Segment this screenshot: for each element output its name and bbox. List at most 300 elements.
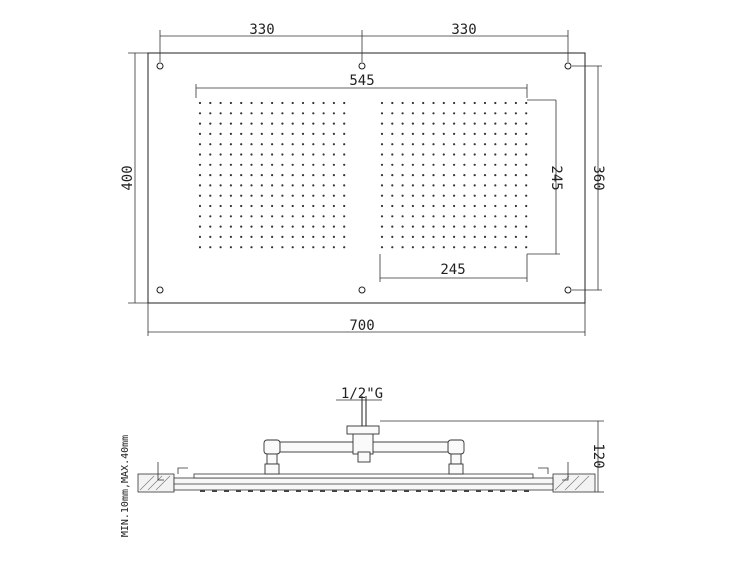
nozzle-dot bbox=[505, 236, 507, 238]
nozzle-dot bbox=[220, 195, 222, 197]
nozzle-dot bbox=[343, 236, 345, 238]
nozzle-dot bbox=[220, 112, 222, 114]
nozzle-dot bbox=[240, 153, 242, 155]
nozzle-dot bbox=[402, 236, 404, 238]
nozzle-dot bbox=[292, 133, 294, 135]
nozzle-dot bbox=[463, 246, 465, 248]
nozzle-dot bbox=[199, 164, 201, 166]
nozzle-dot bbox=[333, 112, 335, 114]
nozzle-dot bbox=[391, 143, 393, 145]
nozzle-dot bbox=[271, 174, 273, 176]
nozzle-dot bbox=[412, 164, 414, 166]
nozzle-dot bbox=[271, 153, 273, 155]
nozzle-dot bbox=[302, 102, 304, 104]
nozzle-dot bbox=[463, 184, 465, 186]
nozzle-dot bbox=[391, 246, 393, 248]
nozzle-dot bbox=[453, 164, 455, 166]
side-nozzle bbox=[284, 490, 289, 492]
side-nozzle bbox=[224, 490, 229, 492]
nozzle-dot bbox=[220, 133, 222, 135]
nozzle-dot bbox=[271, 195, 273, 197]
nozzle-dot bbox=[209, 246, 211, 248]
nozzle-dot bbox=[525, 184, 527, 186]
nozzle-dot bbox=[422, 133, 424, 135]
nozzle-dot bbox=[281, 236, 283, 238]
nozzle-dot bbox=[271, 164, 273, 166]
side-view bbox=[120, 386, 606, 537]
nozzle-dot bbox=[292, 195, 294, 197]
nozzle-dot bbox=[422, 205, 424, 207]
nozzle-dot bbox=[484, 123, 486, 125]
nozzle-dot bbox=[463, 215, 465, 217]
nozzle-dot bbox=[209, 205, 211, 207]
nozzle-dot bbox=[333, 143, 335, 145]
side-nozzle bbox=[452, 490, 457, 492]
nozzle-dot bbox=[240, 133, 242, 135]
nozzle-dot bbox=[463, 123, 465, 125]
nozzle-dot bbox=[453, 205, 455, 207]
nozzle-dot bbox=[209, 112, 211, 114]
nozzle-dot bbox=[463, 143, 465, 145]
nozzle-dot bbox=[484, 246, 486, 248]
nozzle-dot bbox=[463, 205, 465, 207]
nozzle-dot bbox=[261, 246, 263, 248]
nozzle-dot bbox=[432, 205, 434, 207]
nozzle-dot bbox=[199, 123, 201, 125]
nozzle-dot bbox=[484, 174, 486, 176]
nozzle-dot bbox=[381, 112, 383, 114]
nozzle-dot bbox=[515, 133, 517, 135]
nozzle-dot bbox=[494, 226, 496, 228]
nozzle-dot bbox=[250, 123, 252, 125]
dim-label-height-left: 400 bbox=[120, 165, 136, 191]
side-nozzle bbox=[440, 490, 445, 492]
nozzle-dot bbox=[453, 184, 455, 186]
nozzle-dot bbox=[302, 143, 304, 145]
nozzle-dot bbox=[323, 133, 325, 135]
nozzle-dot bbox=[240, 195, 242, 197]
nozzle-dot bbox=[261, 195, 263, 197]
dimension-inner-width bbox=[196, 73, 556, 100]
nozzle-dot bbox=[230, 123, 232, 125]
nozzle-dot bbox=[220, 226, 222, 228]
nozzle-dot bbox=[343, 195, 345, 197]
nozzle-dot bbox=[323, 205, 325, 207]
nozzle-dot bbox=[422, 195, 424, 197]
side-nozzle bbox=[320, 490, 325, 492]
side-nozzle bbox=[380, 490, 385, 492]
nozzle-dot bbox=[474, 215, 476, 217]
nozzle-dot bbox=[323, 164, 325, 166]
nozzle-dot bbox=[484, 195, 486, 197]
side-nozzle bbox=[200, 490, 205, 492]
nozzle-dot bbox=[302, 195, 304, 197]
nozzle-dot bbox=[333, 153, 335, 155]
nozzle-dot bbox=[220, 123, 222, 125]
nozzle-dot bbox=[343, 205, 345, 207]
nozzle-dot bbox=[292, 174, 294, 176]
nozzle-dot bbox=[343, 174, 345, 176]
nozzle-dot bbox=[312, 153, 314, 155]
nozzle-dot bbox=[494, 143, 496, 145]
mounting-hole bbox=[359, 287, 365, 293]
nozzle-dot bbox=[474, 246, 476, 248]
nozzle-dot bbox=[333, 184, 335, 186]
nozzle-dot bbox=[199, 184, 201, 186]
nozzle-dot bbox=[443, 246, 445, 248]
nozzle-dot bbox=[250, 195, 252, 197]
nozzle-dot bbox=[240, 236, 242, 238]
nozzle-dot bbox=[333, 226, 335, 228]
nozzle-dot bbox=[220, 102, 222, 104]
nozzle-dot bbox=[261, 236, 263, 238]
nozzle-dot bbox=[391, 112, 393, 114]
nozzle-dot bbox=[525, 153, 527, 155]
nozzle-dot bbox=[302, 164, 304, 166]
nozzle-dot bbox=[391, 205, 393, 207]
nozzle-dot bbox=[412, 226, 414, 228]
nozzle-dot bbox=[250, 184, 252, 186]
nozzle-dot bbox=[463, 174, 465, 176]
nozzle-dot bbox=[199, 143, 201, 145]
dim-label-panel-width: 245 bbox=[440, 262, 466, 278]
nozzle-dot bbox=[250, 205, 252, 207]
nozzle-dot bbox=[443, 236, 445, 238]
nozzle-dot bbox=[505, 226, 507, 228]
nozzle-dot bbox=[333, 215, 335, 217]
nozzle-dot bbox=[391, 195, 393, 197]
mounting-hole bbox=[157, 287, 163, 293]
nozzle-dot bbox=[463, 236, 465, 238]
nozzle-dot bbox=[209, 174, 211, 176]
nozzle-dot bbox=[443, 184, 445, 186]
nozzle-dot bbox=[230, 184, 232, 186]
nozzle-dot bbox=[230, 153, 232, 155]
nozzle-dot bbox=[261, 102, 263, 104]
nozzle-dot bbox=[209, 226, 211, 228]
nozzle-dot bbox=[391, 133, 393, 135]
nozzle-dot bbox=[199, 102, 201, 104]
nozzle-dot bbox=[281, 164, 283, 166]
nozzle-dot bbox=[220, 174, 222, 176]
nozzle-dot bbox=[402, 164, 404, 166]
ceiling-left bbox=[138, 474, 174, 492]
nozzle-dot bbox=[515, 143, 517, 145]
nozzle-dot bbox=[453, 123, 455, 125]
nozzle-dot bbox=[515, 205, 517, 207]
nozzle-dot bbox=[525, 246, 527, 248]
dimension-height-right bbox=[572, 66, 606, 290]
dimension-height-left bbox=[120, 53, 148, 303]
mounting-hole bbox=[359, 63, 365, 69]
nozzle-dot bbox=[432, 143, 434, 145]
nozzle-dot bbox=[271, 123, 273, 125]
nozzle-dot bbox=[381, 205, 383, 207]
nozzle-dot bbox=[412, 112, 414, 114]
nozzle-dot bbox=[484, 236, 486, 238]
nozzle-dot bbox=[402, 226, 404, 228]
nozzle-dot bbox=[230, 102, 232, 104]
nozzle-dot bbox=[381, 215, 383, 217]
nozzle-dot bbox=[292, 246, 294, 248]
nozzle-dot bbox=[443, 215, 445, 217]
nozzle-dot bbox=[292, 205, 294, 207]
nozzle-dot bbox=[412, 195, 414, 197]
nozzle-dot bbox=[302, 205, 304, 207]
side-nozzle bbox=[428, 490, 433, 492]
nozzle-dot bbox=[281, 215, 283, 217]
nozzle-dot bbox=[281, 123, 283, 125]
nozzle-dot bbox=[250, 215, 252, 217]
nozzle-dot bbox=[292, 123, 294, 125]
nozzle-dot bbox=[250, 153, 252, 155]
dim-label-total-width: 700 bbox=[349, 318, 375, 334]
nozzle-dot bbox=[250, 164, 252, 166]
side-nozzle bbox=[332, 490, 337, 492]
nozzle-dot bbox=[209, 164, 211, 166]
nozzle-dot bbox=[474, 184, 476, 186]
side-nozzle bbox=[368, 490, 373, 492]
nozzle-dot bbox=[525, 215, 527, 217]
nozzle-dot bbox=[474, 174, 476, 176]
nozzle-dot bbox=[240, 143, 242, 145]
nozzle-dot bbox=[484, 215, 486, 217]
nozzle-dot bbox=[463, 133, 465, 135]
nozzle-dot bbox=[240, 102, 242, 104]
nozzle-dot bbox=[240, 226, 242, 228]
nozzle-dot bbox=[484, 184, 486, 186]
nozzle-dot bbox=[494, 205, 496, 207]
side-nozzle bbox=[500, 490, 505, 492]
nozzle-dot bbox=[515, 226, 517, 228]
nozzle-dot bbox=[494, 164, 496, 166]
nozzle-dot bbox=[432, 153, 434, 155]
nozzle-dot bbox=[323, 236, 325, 238]
nozzle-dot bbox=[474, 112, 476, 114]
nozzle-dot bbox=[230, 226, 232, 228]
nozzle-dot bbox=[422, 226, 424, 228]
nozzle-dot bbox=[250, 112, 252, 114]
nozzle-dot bbox=[391, 102, 393, 104]
nozzle-dot bbox=[302, 123, 304, 125]
nozzle-dot bbox=[220, 205, 222, 207]
dimension-top bbox=[160, 22, 568, 62]
nozzle-dot bbox=[443, 153, 445, 155]
nozzle-dot bbox=[312, 123, 314, 125]
nozzle-dot bbox=[230, 143, 232, 145]
nozzle-dot bbox=[220, 246, 222, 248]
nozzle-dot bbox=[240, 215, 242, 217]
nozzle-dot bbox=[443, 112, 445, 114]
dim-label-top-right: 330 bbox=[451, 22, 477, 38]
nozzle-dot bbox=[271, 236, 273, 238]
nozzle-dot bbox=[333, 174, 335, 176]
nozzle-dot bbox=[271, 143, 273, 145]
nozzle-dot bbox=[381, 123, 383, 125]
nozzle-dot bbox=[230, 112, 232, 114]
nozzle-dot bbox=[505, 205, 507, 207]
nozzle-dot bbox=[505, 102, 507, 104]
nozzle-dot bbox=[402, 123, 404, 125]
nozzle-dot bbox=[209, 153, 211, 155]
nozzle-dot bbox=[432, 133, 434, 135]
nozzle-dot bbox=[230, 164, 232, 166]
nozzle-dot bbox=[402, 153, 404, 155]
nozzle-dot bbox=[412, 123, 414, 125]
nozzle-dot bbox=[250, 246, 252, 248]
nozzle-dot bbox=[343, 184, 345, 186]
dim-label-height-right: 360 bbox=[590, 165, 606, 191]
nozzle-dot bbox=[443, 102, 445, 104]
nozzle-dot bbox=[292, 112, 294, 114]
nozzle-dot bbox=[474, 153, 476, 155]
side-nozzle bbox=[296, 490, 301, 492]
nozzle-dot bbox=[292, 184, 294, 186]
nozzle-dot bbox=[240, 164, 242, 166]
nozzle-dot bbox=[484, 143, 486, 145]
nozzle-dot bbox=[209, 215, 211, 217]
nozzle-dot bbox=[292, 153, 294, 155]
nozzle-dot bbox=[443, 195, 445, 197]
nozzle-dot bbox=[261, 153, 263, 155]
nozzle-dot bbox=[312, 236, 314, 238]
nozzle-dot bbox=[525, 143, 527, 145]
nozzle-dot bbox=[494, 215, 496, 217]
nozzle-dot bbox=[391, 236, 393, 238]
nozzle-dot bbox=[484, 133, 486, 135]
nozzle-dot bbox=[422, 184, 424, 186]
nozzle-dot bbox=[220, 215, 222, 217]
nozzle-dot bbox=[381, 195, 383, 197]
nozzle-dot bbox=[515, 246, 517, 248]
nozzle-dot bbox=[515, 195, 517, 197]
nozzle-dot bbox=[505, 174, 507, 176]
side-nozzle bbox=[308, 490, 313, 492]
nozzle-dot bbox=[209, 102, 211, 104]
nozzle-dot bbox=[494, 174, 496, 176]
nozzle-dot bbox=[412, 143, 414, 145]
nozzle-dot bbox=[525, 174, 527, 176]
mounting-hole bbox=[157, 63, 163, 69]
nozzle-dot bbox=[312, 184, 314, 186]
nozzle-dot bbox=[281, 246, 283, 248]
nozzle-dot bbox=[463, 153, 465, 155]
nozzle-dot bbox=[432, 226, 434, 228]
nozzle-dot bbox=[261, 112, 263, 114]
nozzle-dot bbox=[453, 246, 455, 248]
nozzle-dot bbox=[281, 143, 283, 145]
nozzle-dot bbox=[402, 102, 404, 104]
shower-head-frame bbox=[194, 474, 533, 478]
nozzle-dot bbox=[281, 102, 283, 104]
dim-label-panel-height: 245 bbox=[548, 165, 564, 191]
nozzle-dot bbox=[432, 215, 434, 217]
nozzle-dot bbox=[484, 164, 486, 166]
nozzle-dot bbox=[463, 164, 465, 166]
side-nozzle bbox=[464, 490, 469, 492]
nozzle-dot bbox=[443, 174, 445, 176]
side-nozzle bbox=[248, 490, 253, 492]
nozzle-dot bbox=[281, 184, 283, 186]
nozzle-dot bbox=[474, 164, 476, 166]
nozzle-dot bbox=[220, 153, 222, 155]
nozzle-dot bbox=[412, 133, 414, 135]
nozzle-dot bbox=[505, 133, 507, 135]
nozzle-dot bbox=[240, 112, 242, 114]
dim-label-inner-width: 545 bbox=[349, 73, 375, 89]
nozzle-dot bbox=[494, 102, 496, 104]
nozzle-dot bbox=[432, 174, 434, 176]
nozzle-dot bbox=[391, 174, 393, 176]
nozzle-dot bbox=[199, 174, 201, 176]
nozzle-dot bbox=[402, 143, 404, 145]
nozzle-dot bbox=[422, 153, 424, 155]
side-nozzle bbox=[512, 490, 517, 492]
nozzle-panel-right bbox=[381, 102, 527, 248]
nozzle-dot bbox=[412, 102, 414, 104]
nozzle-dot bbox=[412, 174, 414, 176]
nozzle-dot bbox=[343, 143, 345, 145]
nozzle-dot bbox=[271, 133, 273, 135]
side-nozzle bbox=[212, 490, 217, 492]
nozzle-dot bbox=[515, 184, 517, 186]
nozzle-dot bbox=[432, 195, 434, 197]
nozzle-dot bbox=[271, 205, 273, 207]
nozzle-dot bbox=[230, 246, 232, 248]
nozzle-dot bbox=[422, 164, 424, 166]
nozzle-dot bbox=[199, 236, 201, 238]
nozzle-dot bbox=[412, 153, 414, 155]
side-nozzle bbox=[404, 490, 409, 492]
nozzle-dot bbox=[250, 174, 252, 176]
dimension-panel-height bbox=[527, 100, 564, 254]
nozzle-dot bbox=[422, 246, 424, 248]
nozzle-dot bbox=[422, 112, 424, 114]
nozzle-dot bbox=[230, 205, 232, 207]
nozzle-dot bbox=[220, 143, 222, 145]
nozzle-dot bbox=[381, 226, 383, 228]
nozzle-dot bbox=[281, 174, 283, 176]
nozzle-dot bbox=[505, 123, 507, 125]
nozzle-dot bbox=[302, 174, 304, 176]
nozzle-dot bbox=[402, 205, 404, 207]
nozzle-dot bbox=[199, 195, 201, 197]
nozzle-dot bbox=[505, 112, 507, 114]
nozzle-dot bbox=[391, 123, 393, 125]
nozzle-dot bbox=[381, 153, 383, 155]
nozzle-dot bbox=[199, 153, 201, 155]
nozzle-dot bbox=[412, 205, 414, 207]
nozzle-dot bbox=[505, 164, 507, 166]
nozzle-dot bbox=[453, 236, 455, 238]
nozzle-dot bbox=[199, 215, 201, 217]
nozzle-dot bbox=[505, 143, 507, 145]
nozzle-dot bbox=[432, 164, 434, 166]
nozzle-dot bbox=[343, 123, 345, 125]
nozzle-dot bbox=[333, 205, 335, 207]
nozzle-dot bbox=[402, 246, 404, 248]
nozzle-dot bbox=[463, 195, 465, 197]
nozzle-dot bbox=[525, 195, 527, 197]
nozzle-dot bbox=[402, 133, 404, 135]
nozzle-dot bbox=[312, 112, 314, 114]
nozzle-dot bbox=[250, 133, 252, 135]
nozzle-dot bbox=[453, 195, 455, 197]
nozzle-dot bbox=[261, 123, 263, 125]
nozzle-dot bbox=[474, 236, 476, 238]
nozzle-dot bbox=[199, 246, 201, 248]
nozzle-dot bbox=[323, 226, 325, 228]
